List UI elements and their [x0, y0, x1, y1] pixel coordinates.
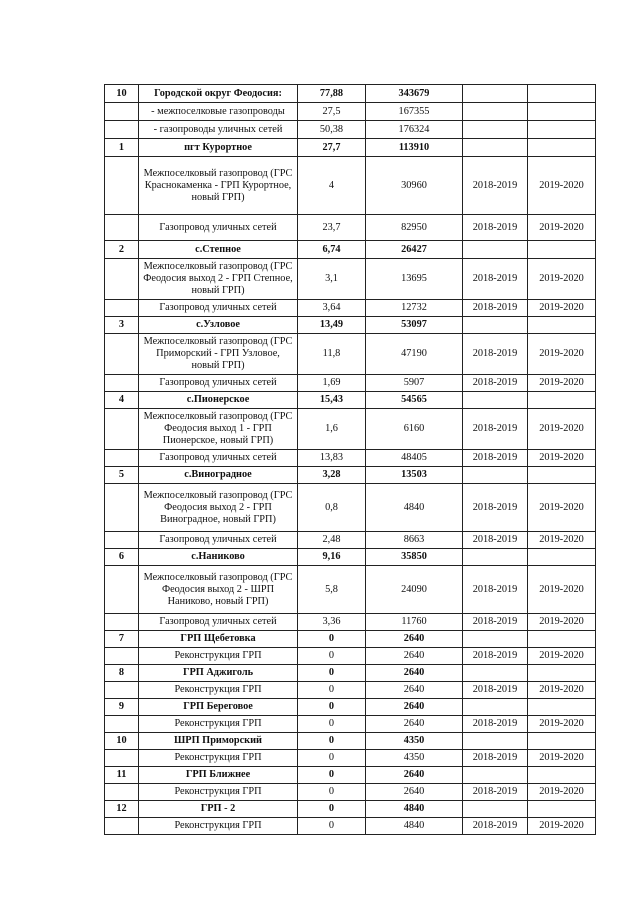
start-period-cell: 2018-2019 [463, 484, 528, 532]
cost-cell: 35850 [366, 549, 463, 566]
cost-cell: 26427 [366, 241, 463, 259]
row-number-cell: 12 [105, 801, 139, 818]
row-number-cell [105, 716, 139, 733]
length-km-cell: 0 [298, 716, 366, 733]
length-km-cell: 13,49 [298, 317, 366, 334]
row-number-cell: 8 [105, 665, 139, 682]
end-period-cell: 2019-2020 [528, 750, 596, 767]
start-period-cell: 2018-2019 [463, 259, 528, 300]
table-row [105, 716, 596, 733]
row-number-cell: 1 [105, 139, 139, 157]
table-row [105, 450, 596, 467]
row-number-cell: 11 [105, 767, 139, 784]
end-period-cell: 2019-2020 [528, 532, 596, 549]
row-number-cell [105, 334, 139, 375]
gas-pipeline-table [104, 84, 596, 835]
end-period-cell: 2019-2020 [528, 300, 596, 317]
length-km-cell: 15,43 [298, 392, 366, 409]
item-name-cell: Межпоселковый газопровод (ГРС Феодосия выход 1 - ГРП Пионерское, новый ГРП) [139, 409, 298, 450]
length-km-cell: 0 [298, 784, 366, 801]
item-name-cell: с.Пионерское [139, 392, 298, 409]
cost-cell: 4840 [366, 801, 463, 818]
length-km-cell: 0 [298, 631, 366, 648]
table-row [105, 648, 596, 665]
item-name-cell: Межпоселковый газопровод (ГРС Приморский - ГРП Узловое, новый ГРП) [139, 334, 298, 375]
table-row [105, 334, 596, 375]
table-group-row [105, 317, 596, 334]
item-name-cell: - газопроводы уличных сетей [139, 121, 298, 139]
cost-cell: 5907 [366, 375, 463, 392]
length-km-cell: 3,64 [298, 300, 366, 317]
start-period-cell [463, 121, 528, 139]
cost-cell: 167355 [366, 103, 463, 121]
start-period-cell [463, 392, 528, 409]
item-name-cell: Городской округ Феодосия: [139, 85, 298, 103]
length-km-cell: 3,36 [298, 614, 366, 631]
item-name-cell: Реконструкция ГРП [139, 648, 298, 665]
cost-cell: 113910 [366, 139, 463, 157]
table-row [105, 532, 596, 549]
table-group-row [105, 801, 596, 818]
end-period-cell [528, 467, 596, 484]
cost-cell: 13503 [366, 467, 463, 484]
item-name-cell: ГРП Ближнее [139, 767, 298, 784]
table-group-row [105, 665, 596, 682]
cost-cell: 2640 [366, 682, 463, 699]
start-period-cell: 2018-2019 [463, 818, 528, 835]
length-km-cell: 6,74 [298, 241, 366, 259]
start-period-cell: 2018-2019 [463, 215, 528, 241]
cost-cell: 2640 [366, 648, 463, 665]
table-row [105, 259, 596, 300]
end-period-cell: 2019-2020 [528, 450, 596, 467]
item-name-cell: Межпоселковый газопровод (ГРС Феодосия выход 2 - ШРП Наниково, новый ГРП) [139, 566, 298, 614]
item-name-cell: ГРП Щебетовка [139, 631, 298, 648]
table-group-row [105, 767, 596, 784]
table-row [105, 121, 596, 139]
cost-cell: 4840 [366, 818, 463, 835]
row-number-cell: 7 [105, 631, 139, 648]
row-number-cell [105, 409, 139, 450]
length-km-cell: 1,6 [298, 409, 366, 450]
table-group-row [105, 549, 596, 566]
item-name-cell: Газопровод уличных сетей [139, 215, 298, 241]
start-period-cell: 2018-2019 [463, 716, 528, 733]
item-name-cell: Реконструкция ГРП [139, 682, 298, 699]
item-name-cell: Реконструкция ГРП [139, 716, 298, 733]
end-period-cell: 2019-2020 [528, 716, 596, 733]
item-name-cell: ШРП Приморский [139, 733, 298, 750]
row-number-cell [105, 484, 139, 532]
cost-cell: 48405 [366, 450, 463, 467]
item-name-cell: Газопровод уличных сетей [139, 614, 298, 631]
length-km-cell: 0 [298, 801, 366, 818]
length-km-cell: 0 [298, 767, 366, 784]
cost-cell: 2640 [366, 767, 463, 784]
item-name-cell: Реконструкция ГРП [139, 784, 298, 801]
row-number-cell [105, 784, 139, 801]
end-period-cell: 2019-2020 [528, 682, 596, 699]
end-period-cell: 2019-2020 [528, 259, 596, 300]
length-km-cell: 0 [298, 750, 366, 767]
end-period-cell: 2019-2020 [528, 375, 596, 392]
item-name-cell: Газопровод уличных сетей [139, 375, 298, 392]
start-period-cell: 2018-2019 [463, 648, 528, 665]
cost-cell: 30960 [366, 157, 463, 215]
end-period-cell [528, 139, 596, 157]
item-name-cell: Газопровод уличных сетей [139, 300, 298, 317]
item-name-cell: Межпоселковый газопровод (ГРС Феодосия выход 2 - ГРП Степное, новый ГРП) [139, 259, 298, 300]
row-number-cell [105, 750, 139, 767]
length-km-cell: 4 [298, 157, 366, 215]
row-number-cell [105, 215, 139, 241]
length-km-cell: 11,8 [298, 334, 366, 375]
start-period-cell [463, 549, 528, 566]
end-period-cell [528, 699, 596, 716]
end-period-cell: 2019-2020 [528, 215, 596, 241]
table-group-row [105, 139, 596, 157]
start-period-cell [463, 801, 528, 818]
start-period-cell [463, 767, 528, 784]
row-number-cell [105, 566, 139, 614]
start-period-cell: 2018-2019 [463, 157, 528, 215]
start-period-cell [463, 665, 528, 682]
row-number-cell [105, 375, 139, 392]
end-period-cell [528, 631, 596, 648]
length-km-cell: 50,38 [298, 121, 366, 139]
cost-cell: 176324 [366, 121, 463, 139]
length-km-cell: 27,5 [298, 103, 366, 121]
item-name-cell: Реконструкция ГРП [139, 750, 298, 767]
table-row [105, 409, 596, 450]
start-period-cell: 2018-2019 [463, 409, 528, 450]
table-group-row [105, 392, 596, 409]
table-group-row [105, 699, 596, 716]
item-name-cell: с.Узловое [139, 317, 298, 334]
item-name-cell: Газопровод уличных сетей [139, 532, 298, 549]
row-number-cell [105, 818, 139, 835]
end-period-cell [528, 665, 596, 682]
end-period-cell: 2019-2020 [528, 784, 596, 801]
length-km-cell: 3,1 [298, 259, 366, 300]
start-period-cell [463, 103, 528, 121]
row-number-cell [105, 450, 139, 467]
cost-cell: 11760 [366, 614, 463, 631]
start-period-cell: 2018-2019 [463, 784, 528, 801]
length-km-cell: 23,7 [298, 215, 366, 241]
end-period-cell [528, 85, 596, 103]
end-period-cell: 2019-2020 [528, 648, 596, 665]
table-body [105, 85, 596, 835]
row-number-cell [105, 121, 139, 139]
item-name-cell: ГРП Аджиголь [139, 665, 298, 682]
table-group-row [105, 467, 596, 484]
length-km-cell: 77,88 [298, 85, 366, 103]
start-period-cell [463, 139, 528, 157]
row-number-cell [105, 157, 139, 215]
table-group-row [105, 631, 596, 648]
length-km-cell: 9,16 [298, 549, 366, 566]
start-period-cell: 2018-2019 [463, 450, 528, 467]
end-period-cell [528, 801, 596, 818]
row-number-cell [105, 682, 139, 699]
start-period-cell [463, 631, 528, 648]
length-km-cell: 5,8 [298, 566, 366, 614]
row-number-cell [105, 300, 139, 317]
table-row [105, 566, 596, 614]
table-row [105, 375, 596, 392]
item-name-cell: Межпоселковый газопровод (ГРС Краснокаменка - ГРП Курортное, новый ГРП) [139, 157, 298, 215]
end-period-cell [528, 392, 596, 409]
end-period-cell [528, 317, 596, 334]
row-number-cell: 2 [105, 241, 139, 259]
start-period-cell [463, 699, 528, 716]
row-number-cell: 10 [105, 85, 139, 103]
length-km-cell: 27,7 [298, 139, 366, 157]
item-name-cell: ГРП - 2 [139, 801, 298, 818]
length-km-cell: 0 [298, 733, 366, 750]
start-period-cell: 2018-2019 [463, 614, 528, 631]
end-period-cell: 2019-2020 [528, 334, 596, 375]
cost-cell: 13695 [366, 259, 463, 300]
end-period-cell [528, 103, 596, 121]
start-period-cell [463, 317, 528, 334]
cost-cell: 6160 [366, 409, 463, 450]
end-period-cell: 2019-2020 [528, 157, 596, 215]
length-km-cell: 0 [298, 682, 366, 699]
cost-cell: 24090 [366, 566, 463, 614]
row-number-cell [105, 103, 139, 121]
table-group-row [105, 733, 596, 750]
length-km-cell: 0 [298, 818, 366, 835]
row-number-cell: 5 [105, 467, 139, 484]
cost-cell: 2640 [366, 716, 463, 733]
table-row [105, 300, 596, 317]
start-period-cell: 2018-2019 [463, 750, 528, 767]
cost-cell: 2640 [366, 699, 463, 716]
table-row [105, 157, 596, 215]
end-period-cell [528, 241, 596, 259]
cost-cell: 12732 [366, 300, 463, 317]
table-row [105, 750, 596, 767]
row-number-cell [105, 532, 139, 549]
length-km-cell: 1,69 [298, 375, 366, 392]
length-km-cell: 3,28 [298, 467, 366, 484]
row-number-cell [105, 259, 139, 300]
item-name-cell: Газопровод уличных сетей [139, 450, 298, 467]
row-number-cell: 4 [105, 392, 139, 409]
cost-cell: 54565 [366, 392, 463, 409]
item-name-cell: пгт Курортное [139, 139, 298, 157]
length-km-cell: 0,8 [298, 484, 366, 532]
length-km-cell: 2,48 [298, 532, 366, 549]
length-km-cell: 0 [298, 665, 366, 682]
cost-cell: 343679 [366, 85, 463, 103]
start-period-cell: 2018-2019 [463, 375, 528, 392]
start-period-cell [463, 85, 528, 103]
row-number-cell: 6 [105, 549, 139, 566]
end-period-cell: 2019-2020 [528, 484, 596, 532]
end-period-cell [528, 767, 596, 784]
item-name-cell: Межпоселковый газопровод (ГРС Феодосия выход 2 - ГРП Виноградное, новый ГРП) [139, 484, 298, 532]
end-period-cell: 2019-2020 [528, 566, 596, 614]
end-period-cell [528, 121, 596, 139]
end-period-cell: 2019-2020 [528, 409, 596, 450]
table-group-row [105, 241, 596, 259]
cost-cell: 4840 [366, 484, 463, 532]
start-period-cell: 2018-2019 [463, 566, 528, 614]
cost-cell: 4350 [366, 750, 463, 767]
cost-cell: 2640 [366, 784, 463, 801]
start-period-cell: 2018-2019 [463, 532, 528, 549]
start-period-cell: 2018-2019 [463, 334, 528, 375]
item-name-cell: - межпоселковые газопроводы [139, 103, 298, 121]
cost-cell: 2640 [366, 631, 463, 648]
item-name-cell: ГРП Береговое [139, 699, 298, 716]
table-row [105, 784, 596, 801]
table-group-row [105, 85, 596, 103]
item-name-cell: с.Виноградное [139, 467, 298, 484]
end-period-cell: 2019-2020 [528, 818, 596, 835]
cost-cell: 2640 [366, 665, 463, 682]
start-period-cell [463, 241, 528, 259]
item-name-cell: с.Наниково [139, 549, 298, 566]
length-km-cell: 13,83 [298, 450, 366, 467]
length-km-cell: 0 [298, 648, 366, 665]
row-number-cell [105, 648, 139, 665]
cost-cell: 82950 [366, 215, 463, 241]
row-number-cell: 3 [105, 317, 139, 334]
row-number-cell: 10 [105, 733, 139, 750]
start-period-cell: 2018-2019 [463, 300, 528, 317]
end-period-cell [528, 733, 596, 750]
cost-cell: 47190 [366, 334, 463, 375]
row-number-cell: 9 [105, 699, 139, 716]
table-row [105, 215, 596, 241]
table-row [105, 682, 596, 699]
end-period-cell [528, 549, 596, 566]
table-row [105, 103, 596, 121]
start-period-cell: 2018-2019 [463, 682, 528, 699]
cost-cell: 53097 [366, 317, 463, 334]
table-row [105, 614, 596, 631]
length-km-cell: 0 [298, 699, 366, 716]
row-number-cell [105, 614, 139, 631]
item-name-cell: с.Степное [139, 241, 298, 259]
table-row [105, 818, 596, 835]
table-row [105, 484, 596, 532]
start-period-cell [463, 733, 528, 750]
item-name-cell: Реконструкция ГРП [139, 818, 298, 835]
cost-cell: 4350 [366, 733, 463, 750]
start-period-cell [463, 467, 528, 484]
cost-cell: 8663 [366, 532, 463, 549]
end-period-cell: 2019-2020 [528, 614, 596, 631]
